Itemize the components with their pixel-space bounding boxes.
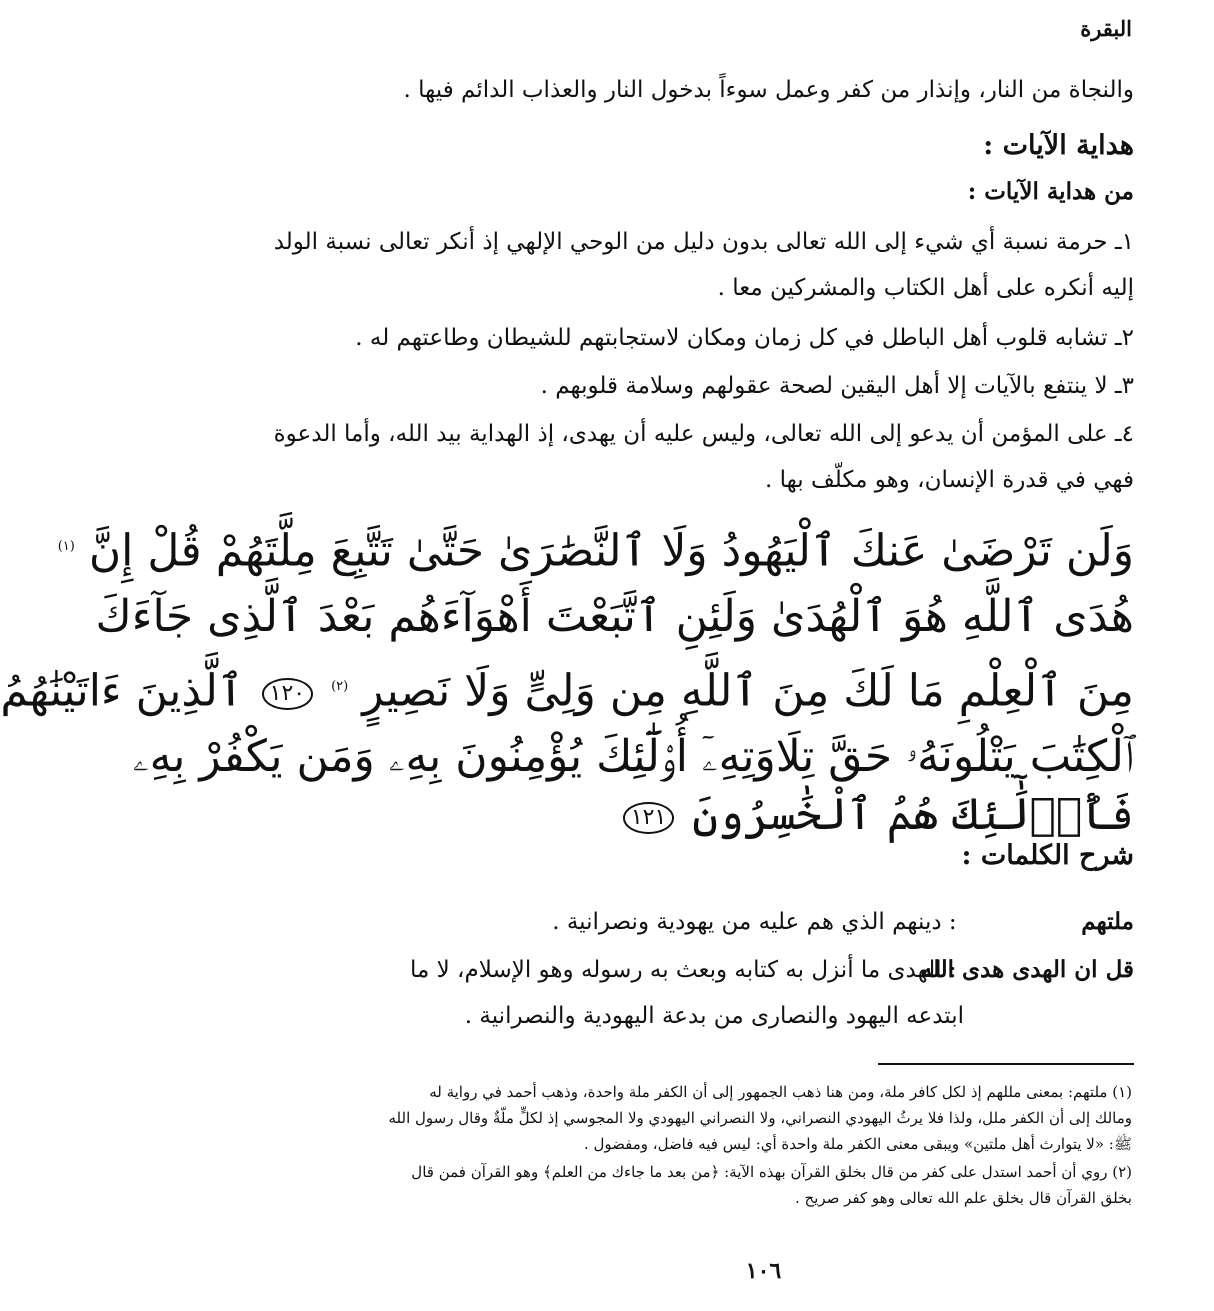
running-header-surah-name: البقرة <box>1080 16 1132 41</box>
intro-line: والنجاة من النار، وإنذار من كفر وعمل سوءاً بدخول النار والعذاب الدائم فيها . <box>403 77 1134 103</box>
footnote-separator <box>878 1063 1134 1065</box>
sharh-entry-2-continuation: ابتدعه اليهود والنصارى من بدعة اليهودية والنصرانية . <box>464 1003 964 1029</box>
sharh-term: قل ان الهدى هدى الله <box>920 956 1134 983</box>
sharh-entry-1 <box>373 902 1134 942</box>
sharh-entry-2 <box>373 950 1134 990</box>
subsection-title-min-hidaya: من هداية الآيات : <box>967 178 1134 205</box>
quran-text: مِنَ ٱلْعِلْمِ مَا لَكَ مِنَ ٱللَّهِ مِن وَلِىٍّ وَلَا نَصِيرٍ <box>362 665 1134 717</box>
section-title-hidaya: هداية الآيات : <box>983 130 1134 161</box>
hidaya-item-2: ٢ـ تشابه قلوب أهل الباطل في كل زمان ومكان لاستجابتهم للشيطان وطاعتهم له . <box>355 325 1134 351</box>
quran-text: ٱلَّذِينَ ءَاتَيْنَٰهُمُ <box>0 665 244 717</box>
quran-line-3 <box>0 652 1134 727</box>
quran-text: وَلَن تَرْضَىٰ عَنكَ ٱلْيَهُودُ وَلَا ٱلنَّصَٰرَىٰ حَتَّىٰ تَتَّبِعَ مِلَّتَهُمْ قُلْ إِنَّ <box>88 525 1134 577</box>
footnote-2-line-1: (٢) روي أن أحمد استدل على كفر من قال بخلق القرآن بهذه الآية: ﴿من بعد ما جاءك من العلم﴾ وهو القرآن فمن قال <box>411 1163 1132 1181</box>
hidaya-item-1-line-1: ١ـ حرمة نسبة أي شيء إلى الله تعالى بدون دليل من الوحي الإلهي إذ أنكر تعالى نسبة الولد <box>273 229 1134 255</box>
quran-text: فَأُو۟لَٰٓئِكَ هُمُ ٱلْخَٰسِرُونَ <box>692 789 1134 840</box>
footnote-marker-1: (١) <box>57 539 75 554</box>
section-title-sharh: شرح الكلمات : <box>961 840 1134 871</box>
hidaya-item-4-line-1: ٤ـ على المؤمن أن يدعو إلى الله تعالى، وليس عليه أن يهدى، إذ الهداية بيد الله، وأما الدعوة <box>273 421 1134 447</box>
quran-line-2: هُدَى ٱللَّهِ هُوَ ٱلْهُدَىٰ وَلَئِنِ ٱتَّبَعْتَ أَهْوَآءَهُم بَعْدَ ٱلَّذِى جَآءَكَ <box>95 591 1134 642</box>
quran-line-4: ٱلْكِتَٰبَ يَتْلُونَهُۥ حَقَّ تِلَاوَتِهِۦٓ أُو۟لَٰٓئِكَ يُؤْمِنُونَ بِهِۦ وَمَن يَكْفُرْ بِهِۦ <box>132 731 1134 782</box>
quran-line-1 <box>57 512 1134 587</box>
ayah-number-marker: ١٢٠ <box>262 678 313 710</box>
ayah-number-marker: ١٢١ <box>623 802 674 834</box>
footnote-1-line-3: ﷺ: «لا يتوارث أهل ملتين» ويبقى معنى الكفر ملة واحدة أي: ليس فيه فاضل، ومفضول . <box>583 1135 1132 1153</box>
footnote-marker-2: (٢) <box>331 679 349 694</box>
footnote-1-line-2: ومالك إلى أن الكفر ملل، ولذا فلا يرثُ اليهودي النصراني، ولا النصراني اليهودي ولا المجوسي إذ لكلٍّ ملّةٌ وقال رسول الله <box>388 1109 1132 1127</box>
sharh-term: ملتهم <box>1081 908 1134 935</box>
footnote-1-line-1: (١) ملتهم: بمعنى مللهم إذ لكل كافر ملة، ومن هنا ذهب الجمهور إلى أن الكفر ملة واحدة، وذهب أحمد في رواية له <box>429 1083 1132 1101</box>
hidaya-item-3: ٣ـ لا ينتفع بالآيات إلا أهل اليقين لصحة عقولهم وسلامة قلوبهم . <box>540 373 1134 399</box>
footnote-2-line-2: بخلق القرآن قال بخلق علم الله تعالى وهو كفر صريح . <box>794 1189 1132 1207</box>
sharh-definition: : دينهم الذي هم عليه من يهودية ونصرانية . <box>552 909 957 935</box>
hidaya-item-4-line-2: فهي في قدرة الإنسان، وهو مكلّف بها . <box>765 467 1134 493</box>
sharh-definition: : الهدى ما أنزل به كتابه وبعث به رسوله وهو الإسلام، لا ما <box>409 957 957 983</box>
hidaya-item-1-line-2: إليه أنكره على أهل الكتاب والمشركين معا . <box>717 275 1134 301</box>
page-number: ١٠٦ <box>745 1258 782 1284</box>
